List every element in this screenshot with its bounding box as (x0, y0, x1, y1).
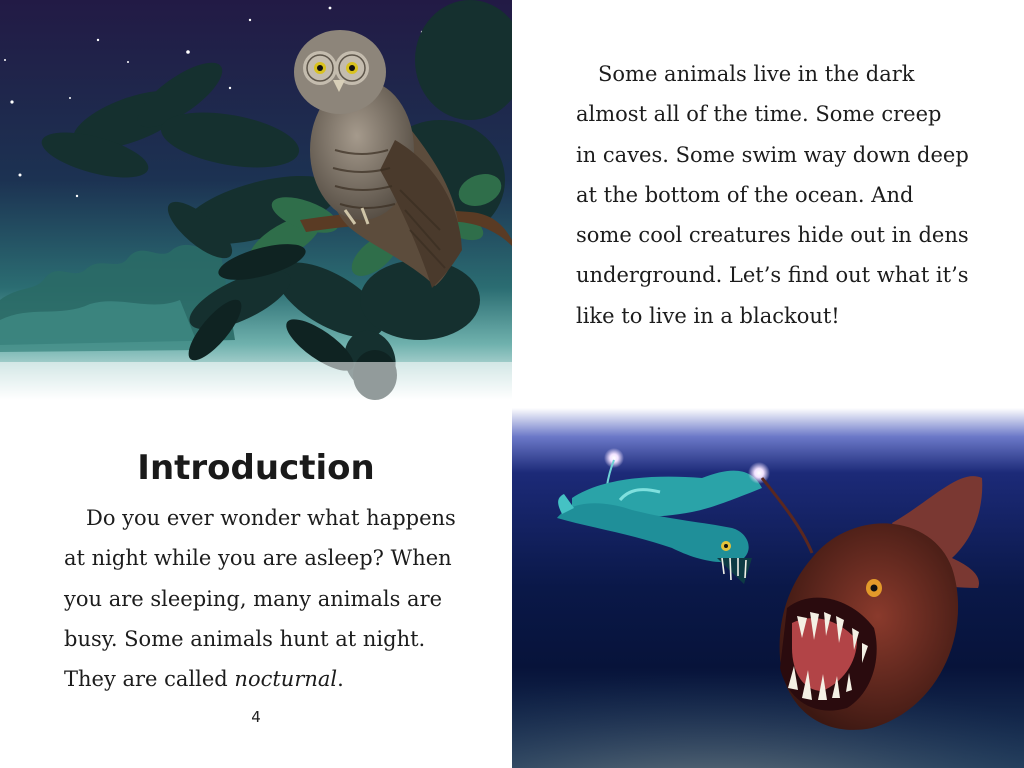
owl-night-illustration (0, 0, 512, 400)
text-line: busy. Some animals hunt at night. (64, 626, 426, 651)
text-fragment: They are called (64, 667, 235, 692)
page-number: 4 (251, 708, 261, 726)
text-line: Do you ever wonder what happens (86, 506, 456, 530)
text-line: underground. Let’s find out what it’s (576, 263, 969, 288)
text-line: like to live in a blackout! (576, 303, 840, 328)
italic-term: nocturnal (234, 667, 338, 692)
text-fragment: . (337, 667, 344, 692)
text-line: at the bottom of the ocean. And (576, 182, 914, 207)
deep-sea-illustration (512, 408, 1024, 768)
page-heading: Introduction (137, 448, 375, 488)
text-line: almost all of the time. Some creep (576, 102, 942, 127)
text-line: in caves. Some swim way down deep (576, 142, 969, 167)
text-line-last (64, 659, 464, 699)
right-page (512, 0, 1024, 768)
text-line: Some animals live in the dark (598, 62, 915, 86)
intro-paragraph (64, 498, 464, 699)
text-line: some cool creatures hide out in dens (576, 223, 969, 248)
text-line: at night while you are asleep? When (64, 546, 452, 571)
text-line: you are sleeping, many animals are (64, 586, 443, 611)
blackout-paragraph (576, 54, 996, 336)
